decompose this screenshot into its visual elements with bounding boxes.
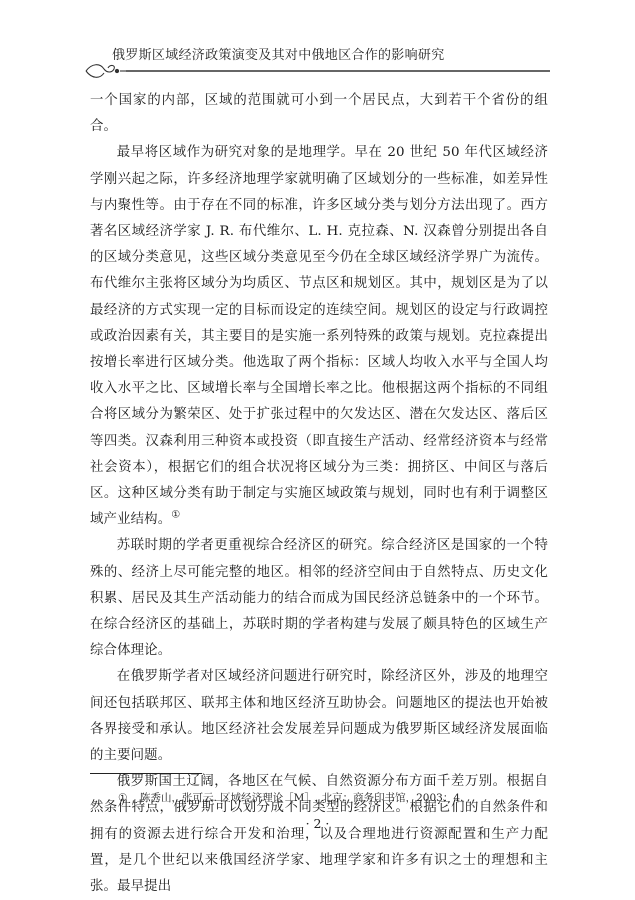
- paragraph-2: [90, 140, 548, 533]
- page-number: · 2 ·: [305, 816, 330, 831]
- footnote: [118, 790, 548, 805]
- paragraph-5: [90, 769, 548, 900]
- footnote-separator: [90, 773, 202, 774]
- paragraph-4: [90, 664, 548, 769]
- header-ornament: [84, 61, 550, 81]
- paragraph-5-text: 俄罗斯国土辽阔，各地区在气候、自然资源分布方面千差万别。根据自然条件特点，俄罗斯可以划分成不同类型的经济区。根据它们的自然条件和拥有的资源去进行综合开发和治理，以及合理地进行资源配置和生产力配置，是几个世纪以来俄国经济学家、地理学家和许多有识之士的理想和主张。最早提出: [90, 774, 548, 895]
- paragraph-1: [90, 88, 548, 140]
- paragraph-4-text: 在俄罗斯学者对区域经济问题进行研究时，除经济区外，涉及的地理空间还包括联邦区、联邦主体和地区经济互助协会。问题地区的提法也开始被各界接受和承认。地区经济社会发展差异问题成为俄罗斯区域经济发展面临的主要问题。: [90, 669, 548, 764]
- ornament-flourish-icon: [86, 65, 126, 78]
- footnote-number: ①: [118, 792, 128, 804]
- paragraph-1-text: 一个国家的内部，区域的范围就可小到一个居民点，大到若干个省份的组合。: [90, 93, 548, 135]
- footnote-text: 陈秀山，张可云. 区域经济理论［M］. 北京：商务印书馆，2003：4.: [140, 792, 464, 804]
- paragraph-3-text: 苏联时期的学者更重视综合经济区的研究。综合经济区是国家的一个特殊的、经济上尽可能完整的地区。相邻的经济空间由于自然特点、历史文化积累、居民及其生产活动能力的结合而成为国民经济总链条中的一个环节。在综合经济区的基础上，苏联时期的学者构建与发展了颇具特色的区域生产综合体理论。: [90, 538, 548, 659]
- paragraph-3: [90, 533, 548, 664]
- main-text: [90, 88, 548, 900]
- paragraph-2-text: 最早将区域作为研究对象的是地理学。早在 20 世纪 50 年代区域经济学刚兴起之际，许多经济地理学家就明确了区域划分的一些标准，如差异性与内聚性等。由于存在不同的标准，许多区域分类与划分方法出现了。西方著名区域经济学家 J. R. 布代维尔、L. H. 克拉森、N. 汉森曾分别提出各自的区域分类意见，这些区域分类意见至今仍在全球区域经济学界广为流传。布代维尔主张将区域分为均质区、节点区和规划区。其中，规划区是为了以最经济的方式实现一定的目标而设定的连续空间。规划区的设定与行政调控或政治因素有关，其主要目的是实施一系列特殊的政策与规划。克拉森提出按增长率进行区域分类。他选取了两个指标：区域人均收入水平与全国人均收入水平之比、区域增长率与全国增长率之比。他根据这两个指标的不同组合将区域分为繁荣区、处于扩张过程中的欠发达区、潜在欠发达区、落后区等四类。汉森利用三种资本或投资（即直接生产活动、经常经济资本与经常社会资本），根据它们的组合状况将区域分为三类：拥挤区、中间区与落后区。这种区域分类有助于制定与实施区域政策与规划，同时也有利于调整区域产业结构。: [90, 145, 548, 528]
- footnote-reference-mark[interactable]: ①: [171, 509, 181, 521]
- running-header-title: 俄罗斯区域经济政策演变及其对中俄地区合作的影响研究: [112, 48, 445, 63]
